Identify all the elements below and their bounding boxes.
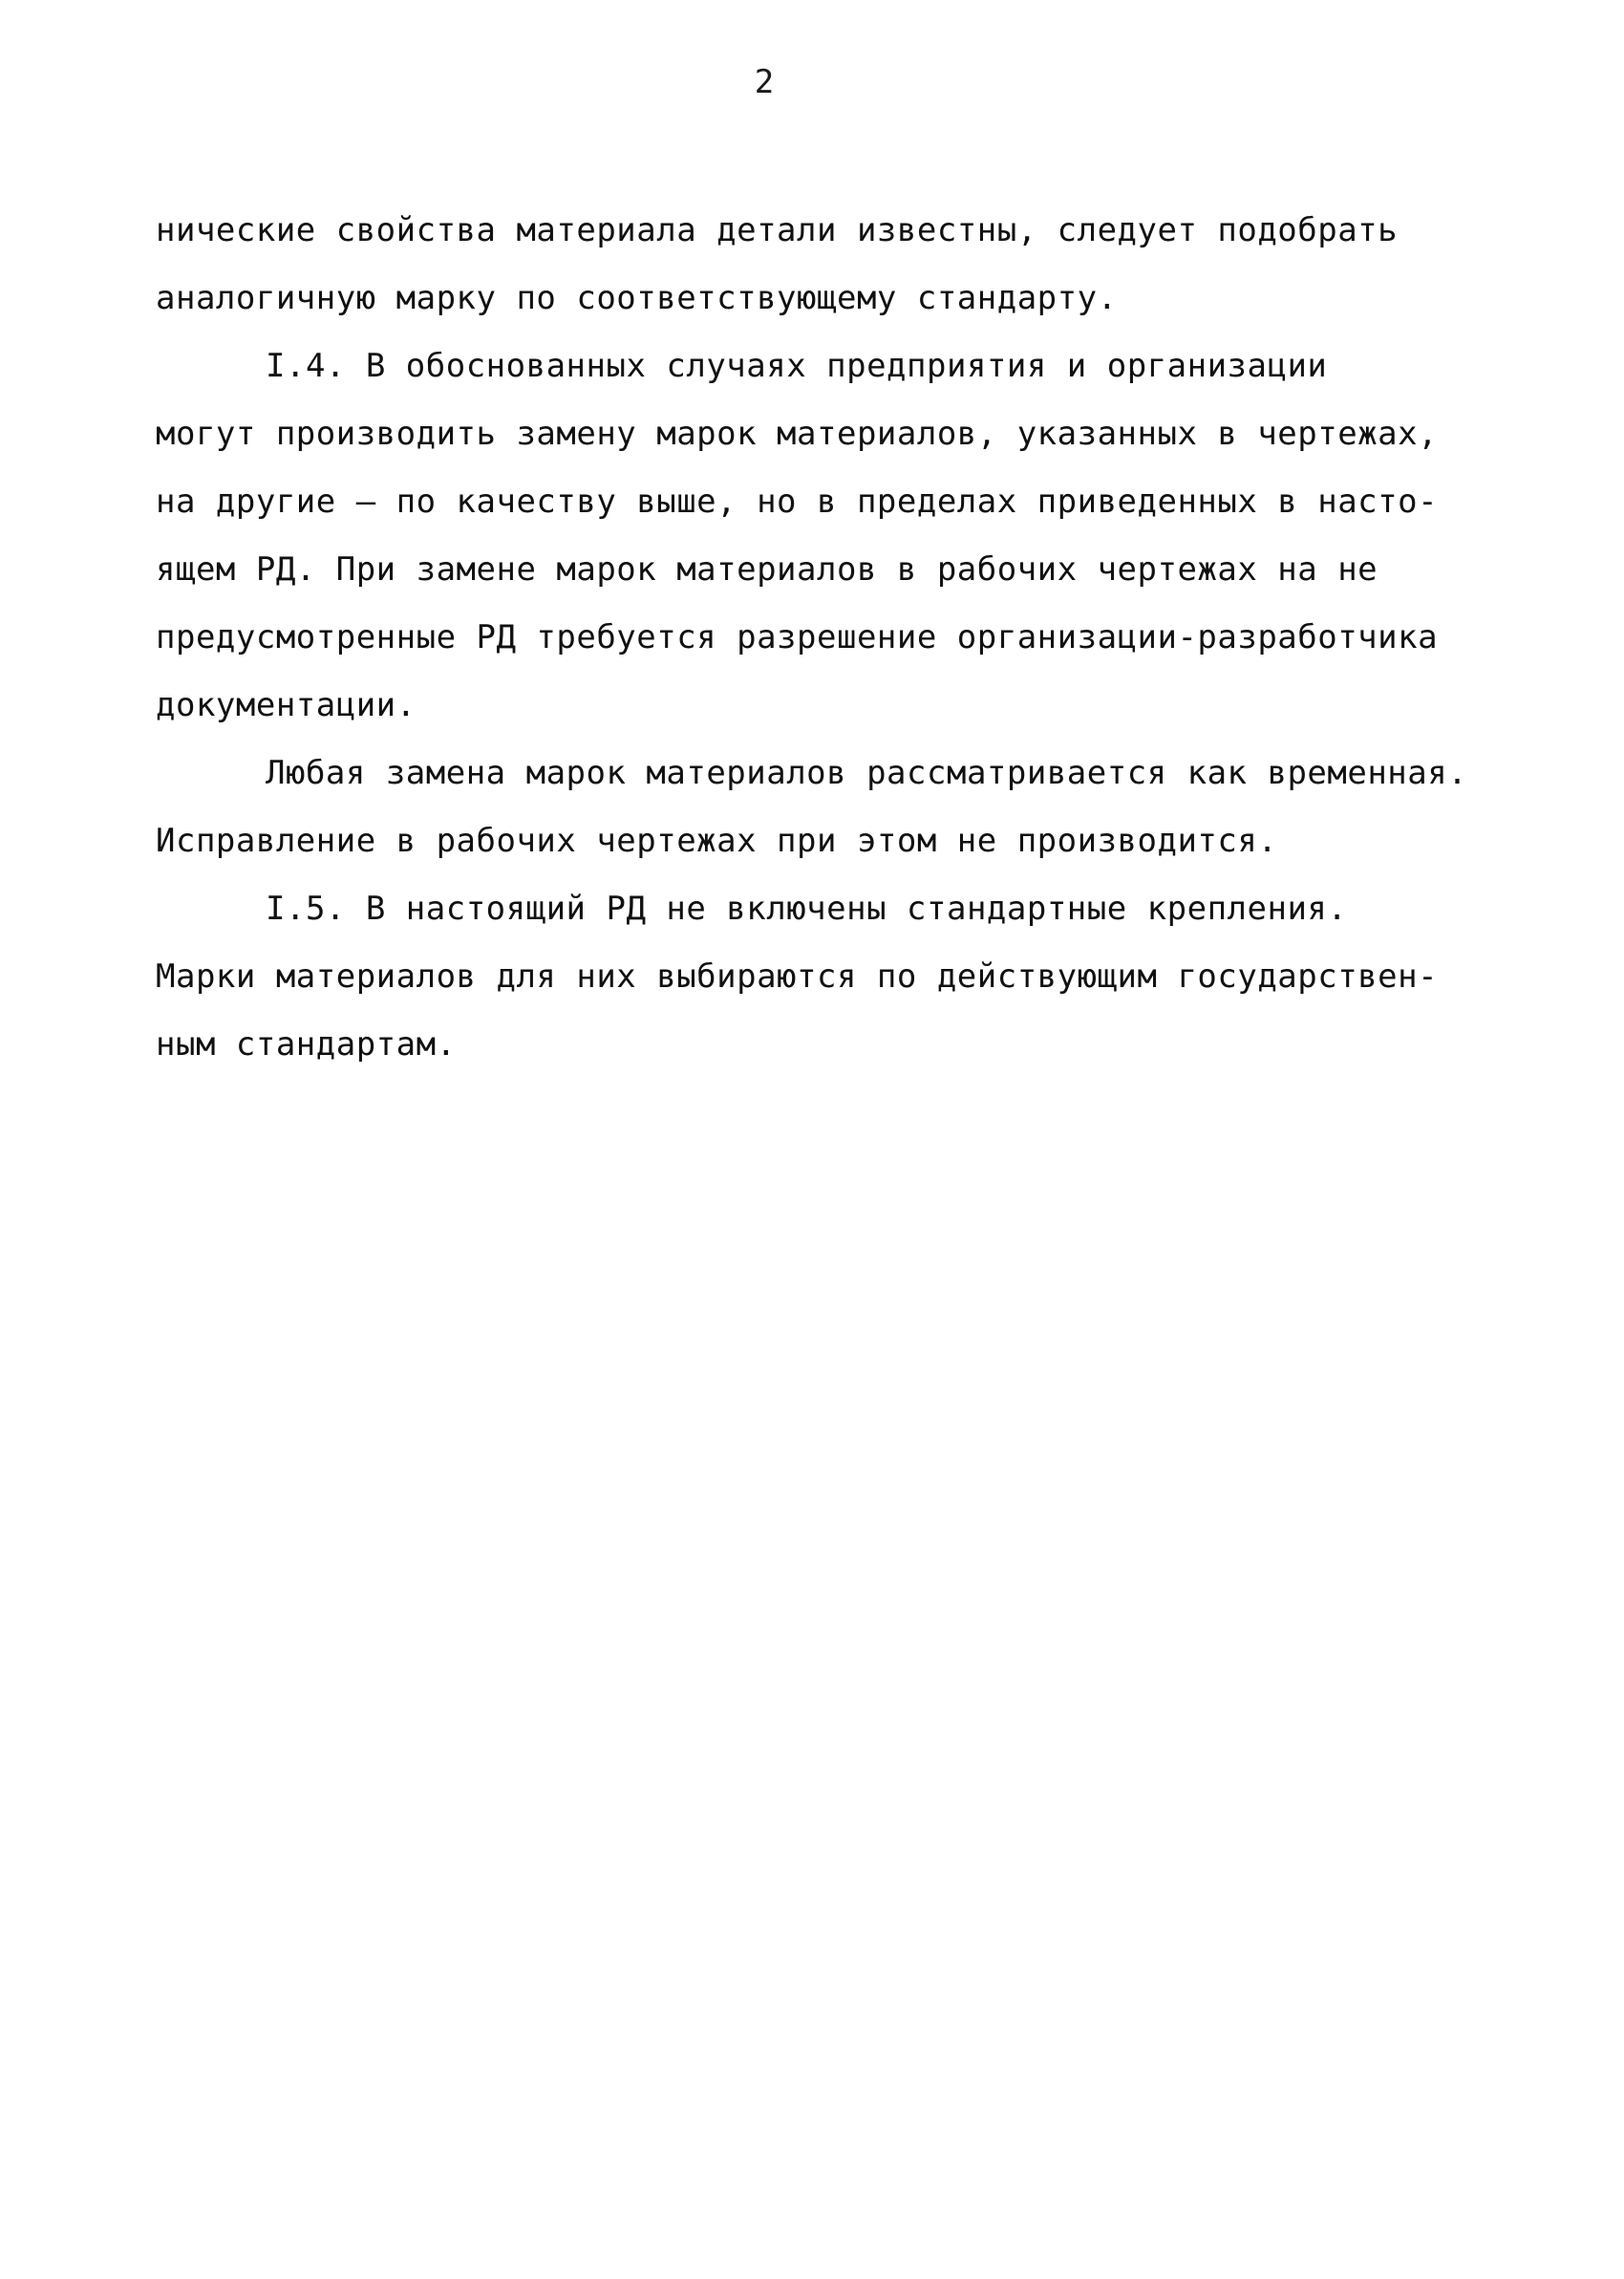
text-line: документации. [156, 686, 417, 724]
paragraph-replacement-note [156, 740, 1531, 875]
paragraph-1 [156, 197, 1531, 333]
paragraph-1-4 [156, 333, 1531, 740]
text-line: могут производить замену марок материалов, указанных в чертежах, [156, 415, 1439, 453]
paragraph-1-5 [156, 875, 1531, 1079]
page-number: 2 [754, 63, 775, 101]
text-line: I.4. В обоснованных случаях предприятия и организации [266, 347, 1328, 385]
text-line: нические свойства материала детали известны, следует подобрать [156, 211, 1399, 249]
text-line: аналогичную марку по соответствующему стандарту. [156, 279, 1118, 317]
text-line: ящем РД. При замене марок материалов в рабочих чертежах на не [156, 550, 1378, 589]
body-text [156, 197, 1531, 1079]
text-line: предусмотренные РД требуется разрешение организации-разработчика [156, 618, 1439, 656]
text-line: на другие – по качеству выше, но в пределах приведенных в насто- [156, 483, 1439, 521]
text-line: Любая замена марок материалов рассматривается как временная. [266, 754, 1468, 792]
text-line: ным стандартам. [156, 1025, 457, 1064]
text-line: Марки материалов для них выбираются по действующим государствен- [156, 957, 1439, 996]
text-line: Исправление в рабочих чертежах при этом не производится. [156, 822, 1278, 860]
text-line: I.5. В настоящий РД не включены стандартные крепления. [266, 890, 1348, 928]
